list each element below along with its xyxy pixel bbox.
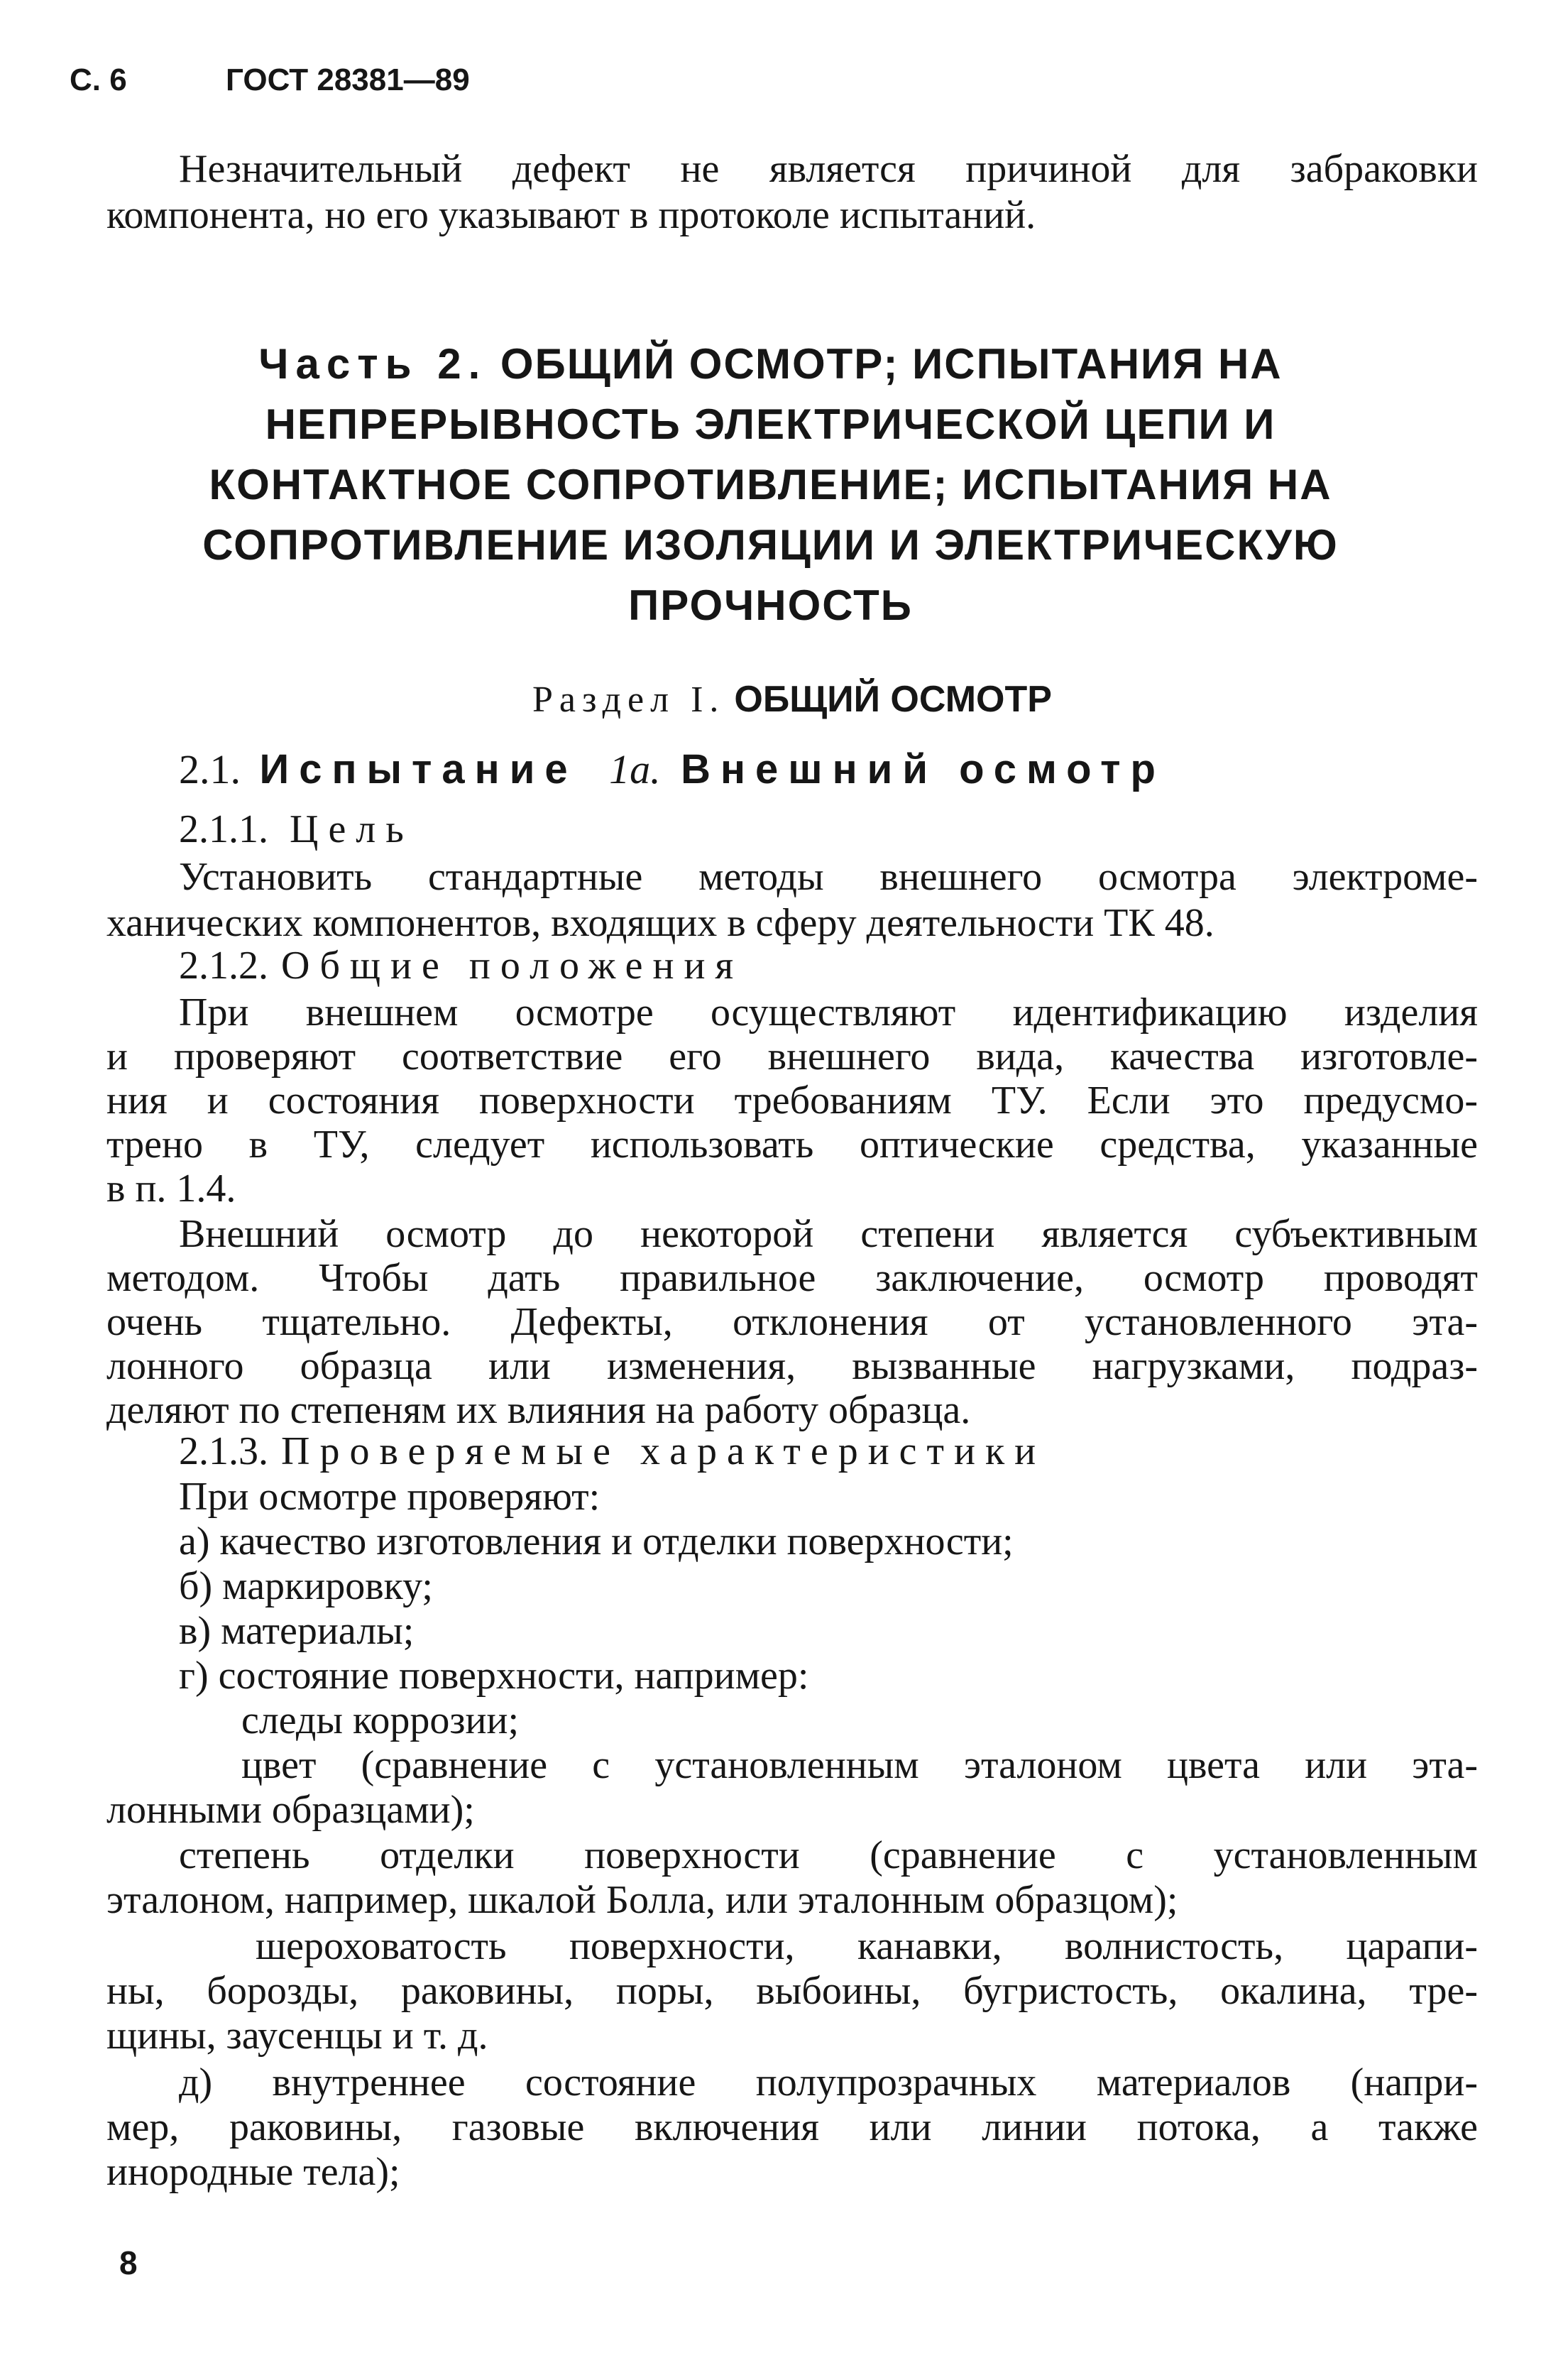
part-title-line: СОПРОТИВЛЕНИЕ ИЗОЛЯЦИИ И ЭЛЕКТРИЧЕСКУЮ: [202, 521, 1339, 569]
page-label: С. 6: [70, 62, 127, 97]
subclause-number: 2.1.3.: [179, 1429, 268, 1473]
clause-code: 1а.: [609, 746, 661, 792]
text-line: ханических компонентов, входящих в сферу деятельности ТК 48.: [106, 901, 1214, 945]
part-title-line: ПРОЧНОСТЬ: [628, 582, 913, 629]
subclause-number: 2.1.2.: [179, 944, 268, 988]
text-line: лонного образца или изменения, вызванные нагрузками, подраз-: [106, 1344, 1478, 1388]
clause-title: Внешний осмотр: [681, 746, 1166, 792]
intro-line: Незначительный дефект не является причиной для забраковки: [179, 147, 1478, 191]
clause-number: 2.1.: [179, 746, 241, 792]
sub-list-item: шероховатость поверхности, канавки, волнистость, царапи-: [256, 1924, 1478, 1968]
text-line: методом. Чтобы дать правильное заключение, осмотр проводят: [106, 1256, 1478, 1300]
text-line: деляют по степеням их влияния на работу образца.: [106, 1388, 971, 1432]
list-item: а) качество изготовления и отделки поверхности;: [179, 1519, 1014, 1563]
text-line: Внешний осмотр до некоторой степени является субъективным: [179, 1212, 1478, 1256]
sub-list-item: степень отделки поверхности (сравнение с установленным: [179, 1833, 1478, 1877]
text-line: очень тщательно. Дефекты, отклонения от установленного эта-: [106, 1300, 1478, 1344]
text-line: При внешнем осмотре осуществляют идентификацию изделия: [179, 990, 1478, 1035]
text-line: щины, заусенцы и т. д.: [106, 2014, 488, 2058]
subclause-heading: [179, 946, 743, 986]
intro-line: компонента, но его указывают в протоколе испытаний.: [106, 193, 1036, 237]
page-number: 8: [119, 2244, 138, 2281]
text-line: трено в ТУ, следует использовать оптические средства, указанные: [106, 1123, 1478, 1167]
sub-list-item: цвет (сравнение с установленным эталоном цвета или эта-: [241, 1743, 1478, 1787]
part-title-text: ОБЩИЙ ОСМОТР; ИСПЫТАНИЯ НА: [500, 340, 1283, 388]
list-item: б) маркировку;: [179, 1564, 433, 1608]
standard-number: ГОСТ 28381—89: [226, 62, 470, 97]
subclause-title: Проверяемые характеристики: [281, 1429, 1046, 1473]
subclause-heading: [179, 1431, 1046, 1471]
text-line: ния и состояния поверхности требованиям ТУ. Если это предусмо-: [106, 1079, 1478, 1123]
part-title-line: КОНТАКТНОЕ СОПРОТИВЛЕНИЕ; ИСПЫТАНИЯ НА: [209, 461, 1332, 508]
part-title-line: [0, 339, 1541, 388]
subclause-title: Общие положения: [281, 944, 744, 988]
clause-heading: [179, 746, 1166, 793]
part-title-line: НЕПРЕРЫВНОСТЬ ЭЛЕКТРИЧЕСКОЙ ЦЕПИ И: [265, 400, 1276, 448]
list-item: г) состояние поверхности, например:: [179, 1654, 809, 1698]
text-line: мер, раковины, газовые включения или линии потока, а также: [106, 2105, 1478, 2149]
section-title: ОБЩИЙ ОСМОТР: [734, 679, 1052, 720]
subclause-title: Цель: [290, 807, 414, 851]
list-item: в) материалы;: [179, 1609, 415, 1653]
list-item: д) внутреннее состояние полупрозрачных материалов (напри-: [179, 2060, 1478, 2105]
text-line: Установить стандартные методы внешнего осмотра электроме-: [179, 855, 1478, 899]
text-line: инородные тела);: [106, 2150, 400, 2194]
subclause-heading: [179, 809, 414, 849]
sub-list-item: следы коррозии;: [241, 1698, 520, 1742]
text-line: и проверяют соответствие его внешнего вида, качества изготовле-: [106, 1035, 1478, 1079]
section-prefix: Раздел I.: [532, 679, 725, 720]
text-line: лонными образцами);: [106, 1788, 475, 1832]
clause-label: Испытание: [259, 746, 578, 792]
text-line: в п. 1.4.: [106, 1167, 236, 1211]
text-line: При осмотре проверяют:: [179, 1475, 601, 1519]
part-title-prefix: Часть 2.: [258, 340, 488, 388]
text-line: ны, борозды, раковины, поры, выбоины, бугристость, окалина, тре-: [106, 1969, 1478, 2013]
section-heading: [532, 678, 1052, 721]
text-line: эталоном, например, шкалой Болла, или эталонным образцом);: [106, 1878, 1178, 1922]
subclause-number: 2.1.1.: [179, 807, 268, 851]
